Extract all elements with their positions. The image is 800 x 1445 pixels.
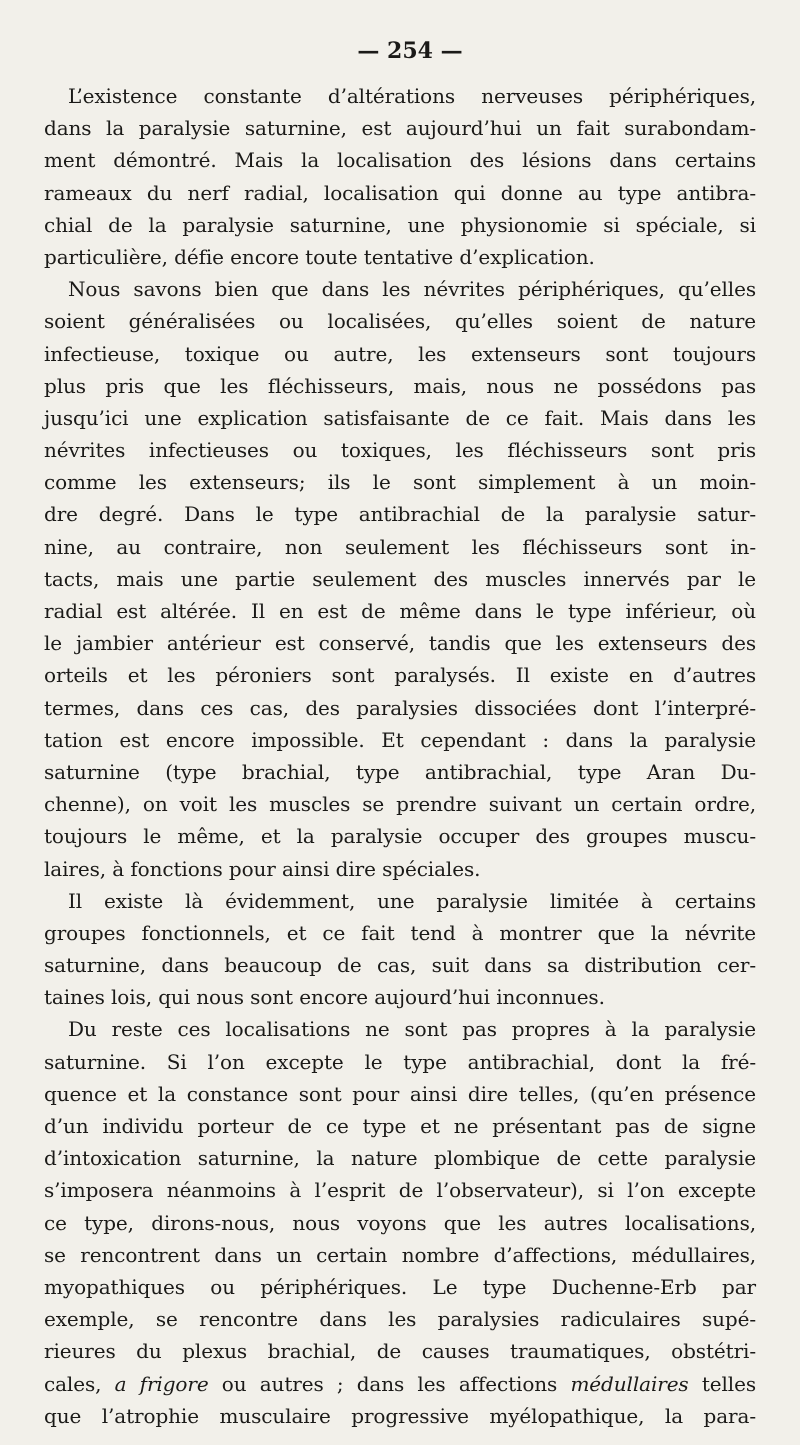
text-line: ment démontré. Mais la localisation des lésions dans certains (44, 148, 756, 173)
text-line: le jambier antérieur est conservé, tandis que les extenseurs des (44, 631, 756, 656)
text-line: tacts, mais une partie seulement des muscles innervés par le (44, 566, 756, 591)
text-line: Il existe là évidemment, une paralysie limitée à certains (68, 888, 756, 913)
text-line: infectieuse, toxique ou autre, les extenseurs sont toujours (44, 341, 756, 366)
text-line: exemple, se rencontre dans les paralysies radiculaires supé- (44, 1307, 756, 1332)
text-line: myopathiques ou périphériques. Le type Duchenne-Erb par (44, 1274, 756, 1299)
paragraph-2 (44, 273, 756, 885)
text-line: ce type, dirons-nous, nous voyons que les autres localisations, (44, 1210, 756, 1235)
text-line: L’existence constante d’altérations nerveuses périphériques, (68, 84, 756, 108)
line-text-middle: ou autres ; dans les affections (208, 1371, 571, 1396)
text-line: d’intoxication saturnine, la nature plombique de cette paralysie (44, 1146, 756, 1171)
paragraph-4 (44, 1013, 756, 1431)
text-line: se rencontrent dans un certain nombre d’affections, médullaires, (44, 1242, 756, 1267)
text-line: Nous savons bien que dans les névrites périphériques, qu’elles (68, 277, 756, 302)
text-line: chial de la paralysie saturnine, une physionomie si spéciale, si (44, 212, 756, 237)
text-line: particulière, défie encore toute tentative d’explication. (44, 244, 595, 269)
text-line: névrites infectieuses ou toxiques, les fléchisseurs sont pris (44, 438, 756, 463)
text-line: rieures du plexus brachial, de causes traumatiques, obstétri- (44, 1339, 756, 1364)
text-line: dre degré. Dans le type antibrachial de la paralysie satur- (44, 502, 756, 527)
text-line: toujours le même, et la paralysie occuper des groupes muscu- (44, 824, 756, 849)
text-line: jusqu’ici une explication satisfaisante de ce fait. Mais dans les (44, 405, 756, 430)
text-line-mixed (44, 1368, 756, 1400)
text-line: Du reste ces localisations ne sont pas propres à la paralysie (68, 1017, 756, 1042)
line-text-before: cales, (44, 1371, 115, 1396)
text-line: taines lois, qui nous sont encore aujourd’hui inconnues. (44, 985, 605, 1010)
text-line: groupes fonctionnels, et ce fait tend à montrer que la névrite (44, 920, 756, 945)
text-line: que l’atrophie musculaire progressive myélopathique, la para- (44, 1403, 756, 1428)
line-text-after: telles (688, 1371, 756, 1396)
text-line: comme les extenseurs; ils le sont simplement à un moin- (44, 470, 756, 495)
text-line: chenne), on voit les muscles se prendre suivant un certain ordre, (44, 792, 756, 817)
text-line: radial est altérée. Il en est de même dans le type inférieur, où (44, 599, 756, 623)
paragraph-3 (44, 885, 756, 1014)
text-line: termes, dans ces cas, des paralysies dissociées dont l’interpré- (44, 695, 756, 720)
text-line: dans la paralysie saturnine, est aujourd’hui un fait surabondam- (44, 116, 756, 141)
text-line: soient généralisées ou localisées, qu’elles soient de nature (44, 309, 756, 334)
text-line: rameaux du nerf radial, localisation qui donne au type antibra- (44, 180, 756, 205)
text-line: orteils et les péroniers sont paralysés. Il existe en d’autres (44, 663, 756, 688)
text-line: quence et la constance sont pour ainsi dire telles, (qu’en présence (44, 1081, 756, 1106)
text-line: saturnine, dans beaucoup de cas, suit dans sa distribution cer- (44, 953, 756, 978)
text-line: tation est encore impossible. Et cependant : dans la paralysie (44, 727, 756, 752)
text-line: d’un individu porteur de ce type et ne présentant pas de signe (44, 1114, 756, 1138)
text-line: plus pris que les fléchisseurs, mais, nous ne possédons pas (44, 373, 756, 398)
italic-word: médullaires (570, 1371, 689, 1396)
text-line: saturnine. Si l’on excepte le type antibrachial, dont la fré- (44, 1049, 756, 1074)
page-number: — 254 — (357, 38, 463, 64)
paragraph-1 (44, 80, 756, 273)
italic-phrase: a frigore (114, 1371, 209, 1396)
text-line: laires, à fonctions pour ainsi dire spéciales. (44, 856, 481, 881)
text-line: nine, au contraire, non seulement les fléchisseurs sont in- (44, 534, 756, 559)
text-line: saturnine (type brachial, type antibrachial, type Aran Du- (44, 759, 756, 784)
text-line: s’imposera néanmoins à l’esprit de l’observateur), si l’on excepte (44, 1178, 756, 1203)
